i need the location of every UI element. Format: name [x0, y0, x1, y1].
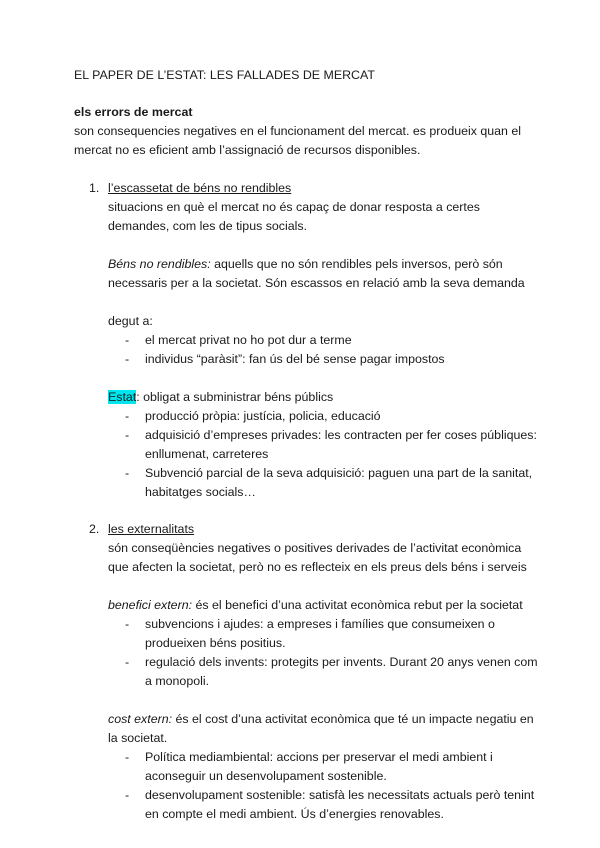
item-number: 2.	[89, 522, 100, 536]
list-item: - adquisició d’empreses privades: les contracten per fer coses públiques: enllumenat, carreteres	[125, 428, 537, 461]
intro-paragraph: son consequencies negatives en el funcionament del mercat. es produeix quan el mercat no es eficient amb l’assignació de recursos disponibles.	[74, 124, 522, 157]
dash-marker: -	[125, 428, 130, 442]
item-title: les externalitats	[108, 522, 195, 536]
dash-marker: -	[125, 617, 130, 631]
cost-text: és el cost d’una activitat econòmica que té un impacte negatiu en la societat.	[108, 712, 534, 745]
dash-marker: -	[125, 788, 130, 802]
dash-marker: -	[125, 655, 130, 669]
spacer	[108, 691, 544, 710]
document-page	[74, 66, 544, 824]
list-item: - producció pròpia: justícia, policia, educació	[108, 407, 544, 426]
dash-marker: -	[125, 466, 130, 480]
section-heading: els errors de mercat	[74, 105, 193, 119]
document-title: EL PAPER DE L’ESTAT: LES FALLADES DE MERCAT	[74, 68, 375, 82]
state-term-highlight: Estat	[108, 390, 137, 404]
numbered-item-2	[74, 520, 544, 824]
cost-paragraph	[108, 710, 544, 748]
item-description: situacions en què el mercat no és capaç de donar resposta a certes demandes, com les de tipus socials.	[108, 200, 480, 233]
state-paragraph	[108, 388, 544, 407]
spacer	[108, 236, 544, 255]
list-item: - regulació dels invents: protegits per invents. Durant 20 anys venen com a monopoli.	[125, 655, 538, 688]
list-item: - desenvolupament sostenible: satisfà les necessitats actuals però tenint en compte el medi ambient. Ús d’energies renovables.	[125, 788, 535, 821]
dash-marker: -	[125, 352, 130, 366]
definition-term: Béns no rendibles:	[108, 257, 211, 271]
state-text: : obligat a subministrar béns públics	[136, 390, 334, 404]
benefit-list	[108, 615, 544, 691]
spacer	[108, 293, 544, 312]
definition-paragraph	[108, 255, 544, 293]
spacer	[108, 369, 544, 388]
dash-marker: -	[125, 750, 130, 764]
item-number: 1.	[89, 181, 100, 195]
state-actions-list	[108, 407, 544, 502]
list-item: - Política mediambiental: accions per preservar el medi ambient i aconseguir un desenvolupament sostenible.	[125, 750, 493, 783]
numbered-item-1	[74, 179, 544, 502]
cost-list	[108, 748, 544, 824]
item-description: són conseqüències negatives o positives derivades de l’activitat econòmica que afecten la societat, però no es reflecteix en els preus dels béns i serveis	[108, 541, 527, 574]
item-title: l’escassetat de béns no rendibles	[108, 181, 292, 195]
list-item: - individus “paràsit”: fan ús del bé sense pagar impostos	[108, 350, 544, 369]
dash-marker: -	[125, 333, 130, 347]
benefit-paragraph	[108, 596, 544, 615]
benefit-text: és el benefici d’una activitat econòmica rebut per la societat	[192, 598, 523, 612]
list-item: - Subvenció parcial de la seva adquisició: paguen una part de la sanitat, habitatges socials…	[125, 466, 533, 499]
due-to-label: degut a:	[108, 314, 153, 328]
definition-text: aquells que no són rendibles pels inversos, però són necessaris per a la societat. Són escassos en relació amb la seva demanda	[108, 257, 525, 290]
dash-marker: -	[125, 409, 130, 423]
cost-term: cost extern:	[108, 712, 173, 726]
list-item: - subvencions i ajudes: a empreses i famílies que consumeixen o produeixen béns positius.	[125, 617, 495, 650]
due-to-list	[108, 331, 544, 369]
list-item: - el mercat privat no ho pot dur a terme	[108, 331, 544, 350]
benefit-term: benefici extern:	[108, 598, 193, 612]
spacer	[108, 577, 544, 596]
